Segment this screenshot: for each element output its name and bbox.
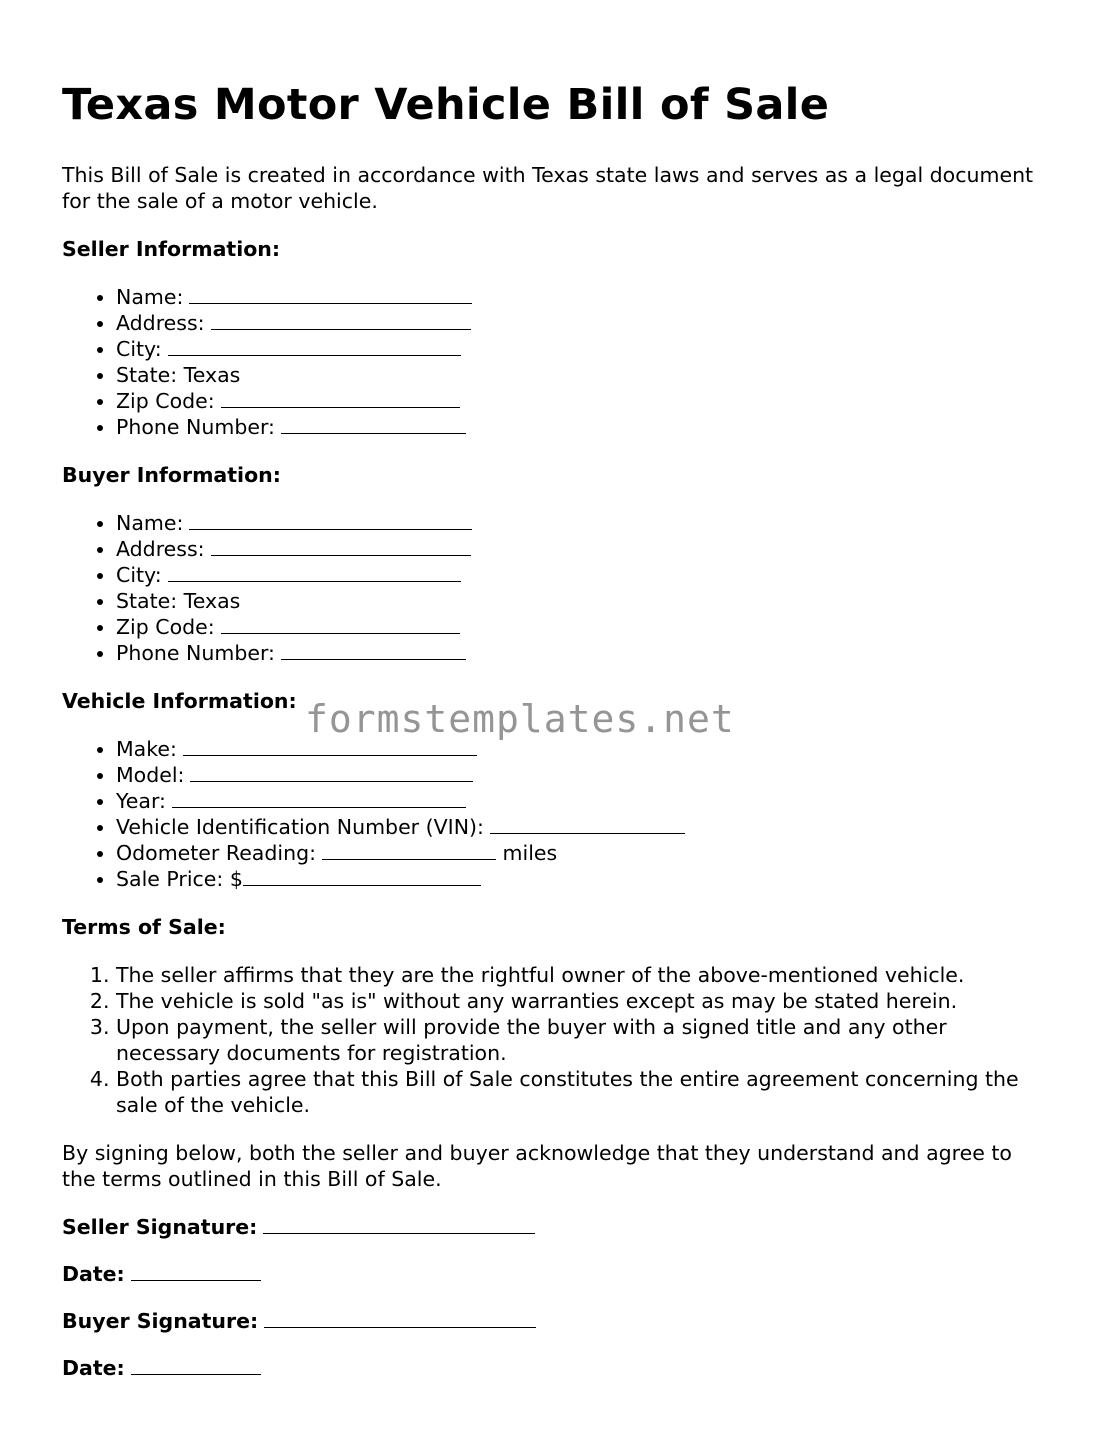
buyer-address-label: Address: xyxy=(116,537,205,561)
seller-name-label: Name: xyxy=(116,285,184,309)
seller-address-label: Address: xyxy=(116,311,205,335)
buyer-signature-field[interactable] xyxy=(264,1308,536,1328)
vehicle-vin-field[interactable] xyxy=(490,814,685,834)
seller-section-heading: Seller Information: xyxy=(62,237,281,261)
buyer-name-item xyxy=(116,510,1047,536)
seller-signature-field[interactable] xyxy=(263,1214,535,1234)
terms-item: 3. Upon payment, the seller will provide the buyer with a signed title and any other necessary documents for registration. xyxy=(116,1014,1047,1066)
seller-name-item xyxy=(116,284,1047,310)
buyer-address-item xyxy=(116,536,1047,562)
buyer-signature-label: Buyer Signature: xyxy=(62,1309,259,1333)
closing-paragraph: By signing below, both the seller and buyer acknowledge that they understand and agree to the terms outlined in this Bill of Sale. xyxy=(62,1141,1012,1191)
buyer-zip-label: Zip Code: xyxy=(116,615,215,639)
vehicle-section-heading: Vehicle Information: xyxy=(62,689,297,713)
vehicle-price-label: Sale Price: $ xyxy=(116,867,243,891)
seller-name-field[interactable] xyxy=(189,284,472,304)
seller-date-field[interactable] xyxy=(131,1261,261,1281)
vehicle-price-field[interactable] xyxy=(243,866,481,886)
seller-address-item xyxy=(116,310,1047,336)
buyer-name-field[interactable] xyxy=(189,510,472,530)
terms-item: 1. The seller affirms that they are the rightful owner of the above-mentioned vehicle. xyxy=(116,962,1047,988)
seller-field-list xyxy=(62,284,1047,440)
seller-phone-field[interactable] xyxy=(281,414,466,434)
terms-list xyxy=(62,962,1047,1118)
buyer-zip-field[interactable] xyxy=(221,614,460,634)
vehicle-odometer-unit: miles xyxy=(502,841,558,865)
seller-city-item xyxy=(116,336,1047,362)
vehicle-field-list xyxy=(62,736,1047,892)
seller-address-field[interactable] xyxy=(211,310,471,330)
buyer-name-label: Name: xyxy=(116,511,184,535)
watermark: formstemplates.net xyxy=(305,697,735,741)
buyer-state-item xyxy=(116,588,1047,614)
buyer-phone-field[interactable] xyxy=(281,640,466,660)
terms-section-heading: Terms of Sale: xyxy=(62,915,226,939)
seller-date-label: Date: xyxy=(62,1262,125,1286)
vehicle-vin-label: Vehicle Identification Number (VIN): xyxy=(116,815,484,839)
vehicle-model-label: Model: xyxy=(116,763,185,787)
buyer-section-heading: Buyer Information: xyxy=(62,463,281,487)
vehicle-model-field[interactable] xyxy=(190,762,473,782)
buyer-address-field[interactable] xyxy=(211,536,471,556)
seller-city-label: City: xyxy=(116,337,162,361)
vehicle-odometer-label: Odometer Reading: xyxy=(116,841,316,865)
seller-zip-item xyxy=(116,388,1047,414)
seller-phone-item xyxy=(116,414,1047,440)
buyer-zip-item xyxy=(116,614,1047,640)
vehicle-odometer-item xyxy=(116,840,1047,866)
buyer-city-field[interactable] xyxy=(168,562,461,582)
buyer-date-row xyxy=(62,1355,1047,1381)
seller-state-label: State: Texas xyxy=(116,363,241,387)
buyer-field-list xyxy=(62,510,1047,666)
vehicle-year-item xyxy=(116,788,1047,814)
seller-date-row xyxy=(62,1261,1047,1287)
terms-item: 4. Both parties agree that this Bill of Sale constitutes the entire agreement concerning the sale of the vehicle. xyxy=(116,1066,1047,1118)
buyer-date-label: Date: xyxy=(62,1356,125,1380)
seller-state-item xyxy=(116,362,1047,388)
buyer-phone-item xyxy=(116,640,1047,666)
intro-paragraph: This Bill of Sale is created in accordance with Texas state laws and serves as a legal document for the sale of a motor vehicle. xyxy=(62,163,1034,213)
vehicle-year-label: Year: xyxy=(116,789,166,813)
vehicle-odometer-field[interactable] xyxy=(322,840,496,860)
seller-signature-label: Seller Signature: xyxy=(62,1215,258,1239)
vehicle-year-field[interactable] xyxy=(172,788,466,808)
buyer-state-label: State: Texas xyxy=(116,589,241,613)
page-title: Texas Motor Vehicle Bill of Sale xyxy=(62,80,830,130)
buyer-city-item xyxy=(116,562,1047,588)
seller-city-field[interactable] xyxy=(168,336,461,356)
buyer-date-field[interactable] xyxy=(131,1355,261,1375)
vehicle-model-item xyxy=(116,762,1047,788)
buyer-city-label: City: xyxy=(116,563,162,587)
vehicle-make-label: Make: xyxy=(116,737,177,761)
buyer-phone-label: Phone Number: xyxy=(116,641,275,665)
vehicle-vin-item xyxy=(116,814,1047,840)
seller-zip-label: Zip Code: xyxy=(116,389,215,413)
vehicle-price-item xyxy=(116,866,1047,892)
buyer-signature-row xyxy=(62,1308,1047,1334)
terms-item: 2. The vehicle is sold "as is" without any warranties except as may be stated herein. xyxy=(116,988,1047,1014)
seller-zip-field[interactable] xyxy=(221,388,460,408)
seller-signature-row xyxy=(62,1214,1047,1240)
seller-phone-label: Phone Number: xyxy=(116,415,275,439)
